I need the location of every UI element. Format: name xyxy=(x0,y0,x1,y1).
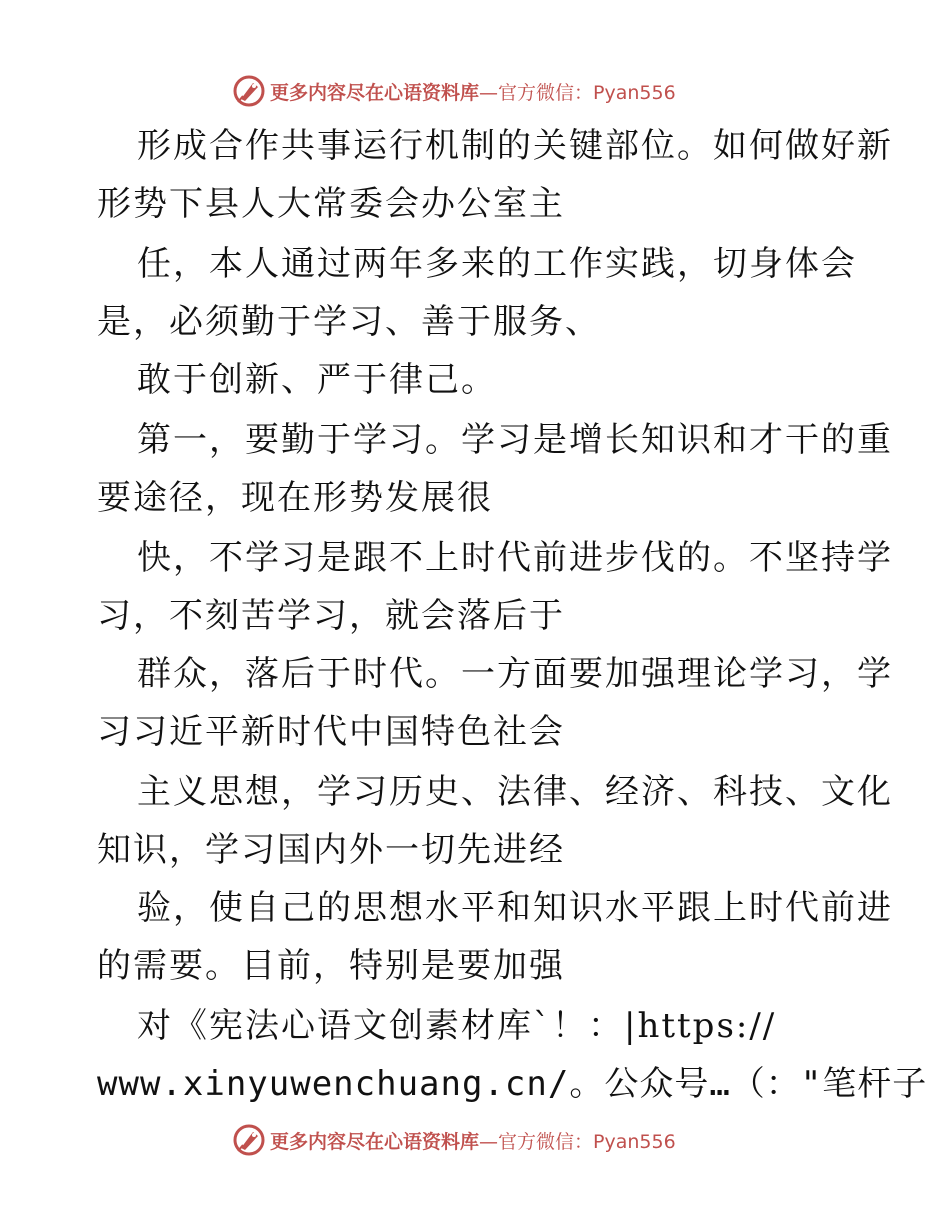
body-line: 习，不刻苦学习，就会落后于 xyxy=(97,596,565,636)
body-line: 知识，学习国内外一切先进经 xyxy=(97,830,565,870)
footer-banner-text xyxy=(270,1127,676,1154)
body-line: 形势下县人大常委会办公室主 xyxy=(97,184,565,224)
body-line: 快，不学习是跟不上时代前进步伐的。不坚持学 xyxy=(137,538,893,578)
body-line: 的需要。目前，特别是要加强 xyxy=(97,946,565,986)
body-line: 任，本人通过两年多来的工作实践，切身体会 xyxy=(137,244,857,284)
body-line: www.xinyuwenchuang.cn/。公众号…（："笔杆子 xyxy=(97,1064,928,1104)
body-line: 是，必须勤于学习、善于服务、 xyxy=(97,302,601,342)
body-line: 形成合作共事运行机制的关键部位。如何做好新 xyxy=(137,126,893,166)
pen-nib-circle-icon xyxy=(232,74,266,108)
body-line: 验，使自己的思想水平和知识水平跟上时代前进 xyxy=(137,888,893,928)
header-dash: — xyxy=(479,81,499,104)
pen-nib-circle-icon xyxy=(232,1123,266,1157)
body-line: 敢于创新、严于律己。 xyxy=(137,360,497,400)
body-line: 主义思想，学习历史、法律、经济、科技、文化 xyxy=(137,772,893,812)
header-banner-text xyxy=(270,78,676,105)
body-line: 第一，要勤于学习。学习是增长知识和才干的重 xyxy=(137,420,893,460)
footer-wechat: 官方微信：Pyan556 xyxy=(498,1130,676,1153)
footer-banner xyxy=(232,1122,676,1158)
footer-dash: — xyxy=(479,1130,499,1153)
header-wechat: 官方微信：Pyan556 xyxy=(498,81,676,104)
body-line: 要途径，现在形势发展很 xyxy=(97,478,493,518)
header-slogan: 更多内容尽在心语资料库 xyxy=(270,81,480,104)
body-line: 群众，落后于时代。一方面要加强理论学习，学 xyxy=(137,654,893,694)
body-line: 对《宪法心语文创素材库`！：|https:// xyxy=(137,1006,777,1046)
body-line: 习习近平新时代中国特色社会 xyxy=(97,712,565,752)
footer-slogan: 更多内容尽在心语资料库 xyxy=(270,1130,480,1153)
header-banner xyxy=(232,73,676,109)
